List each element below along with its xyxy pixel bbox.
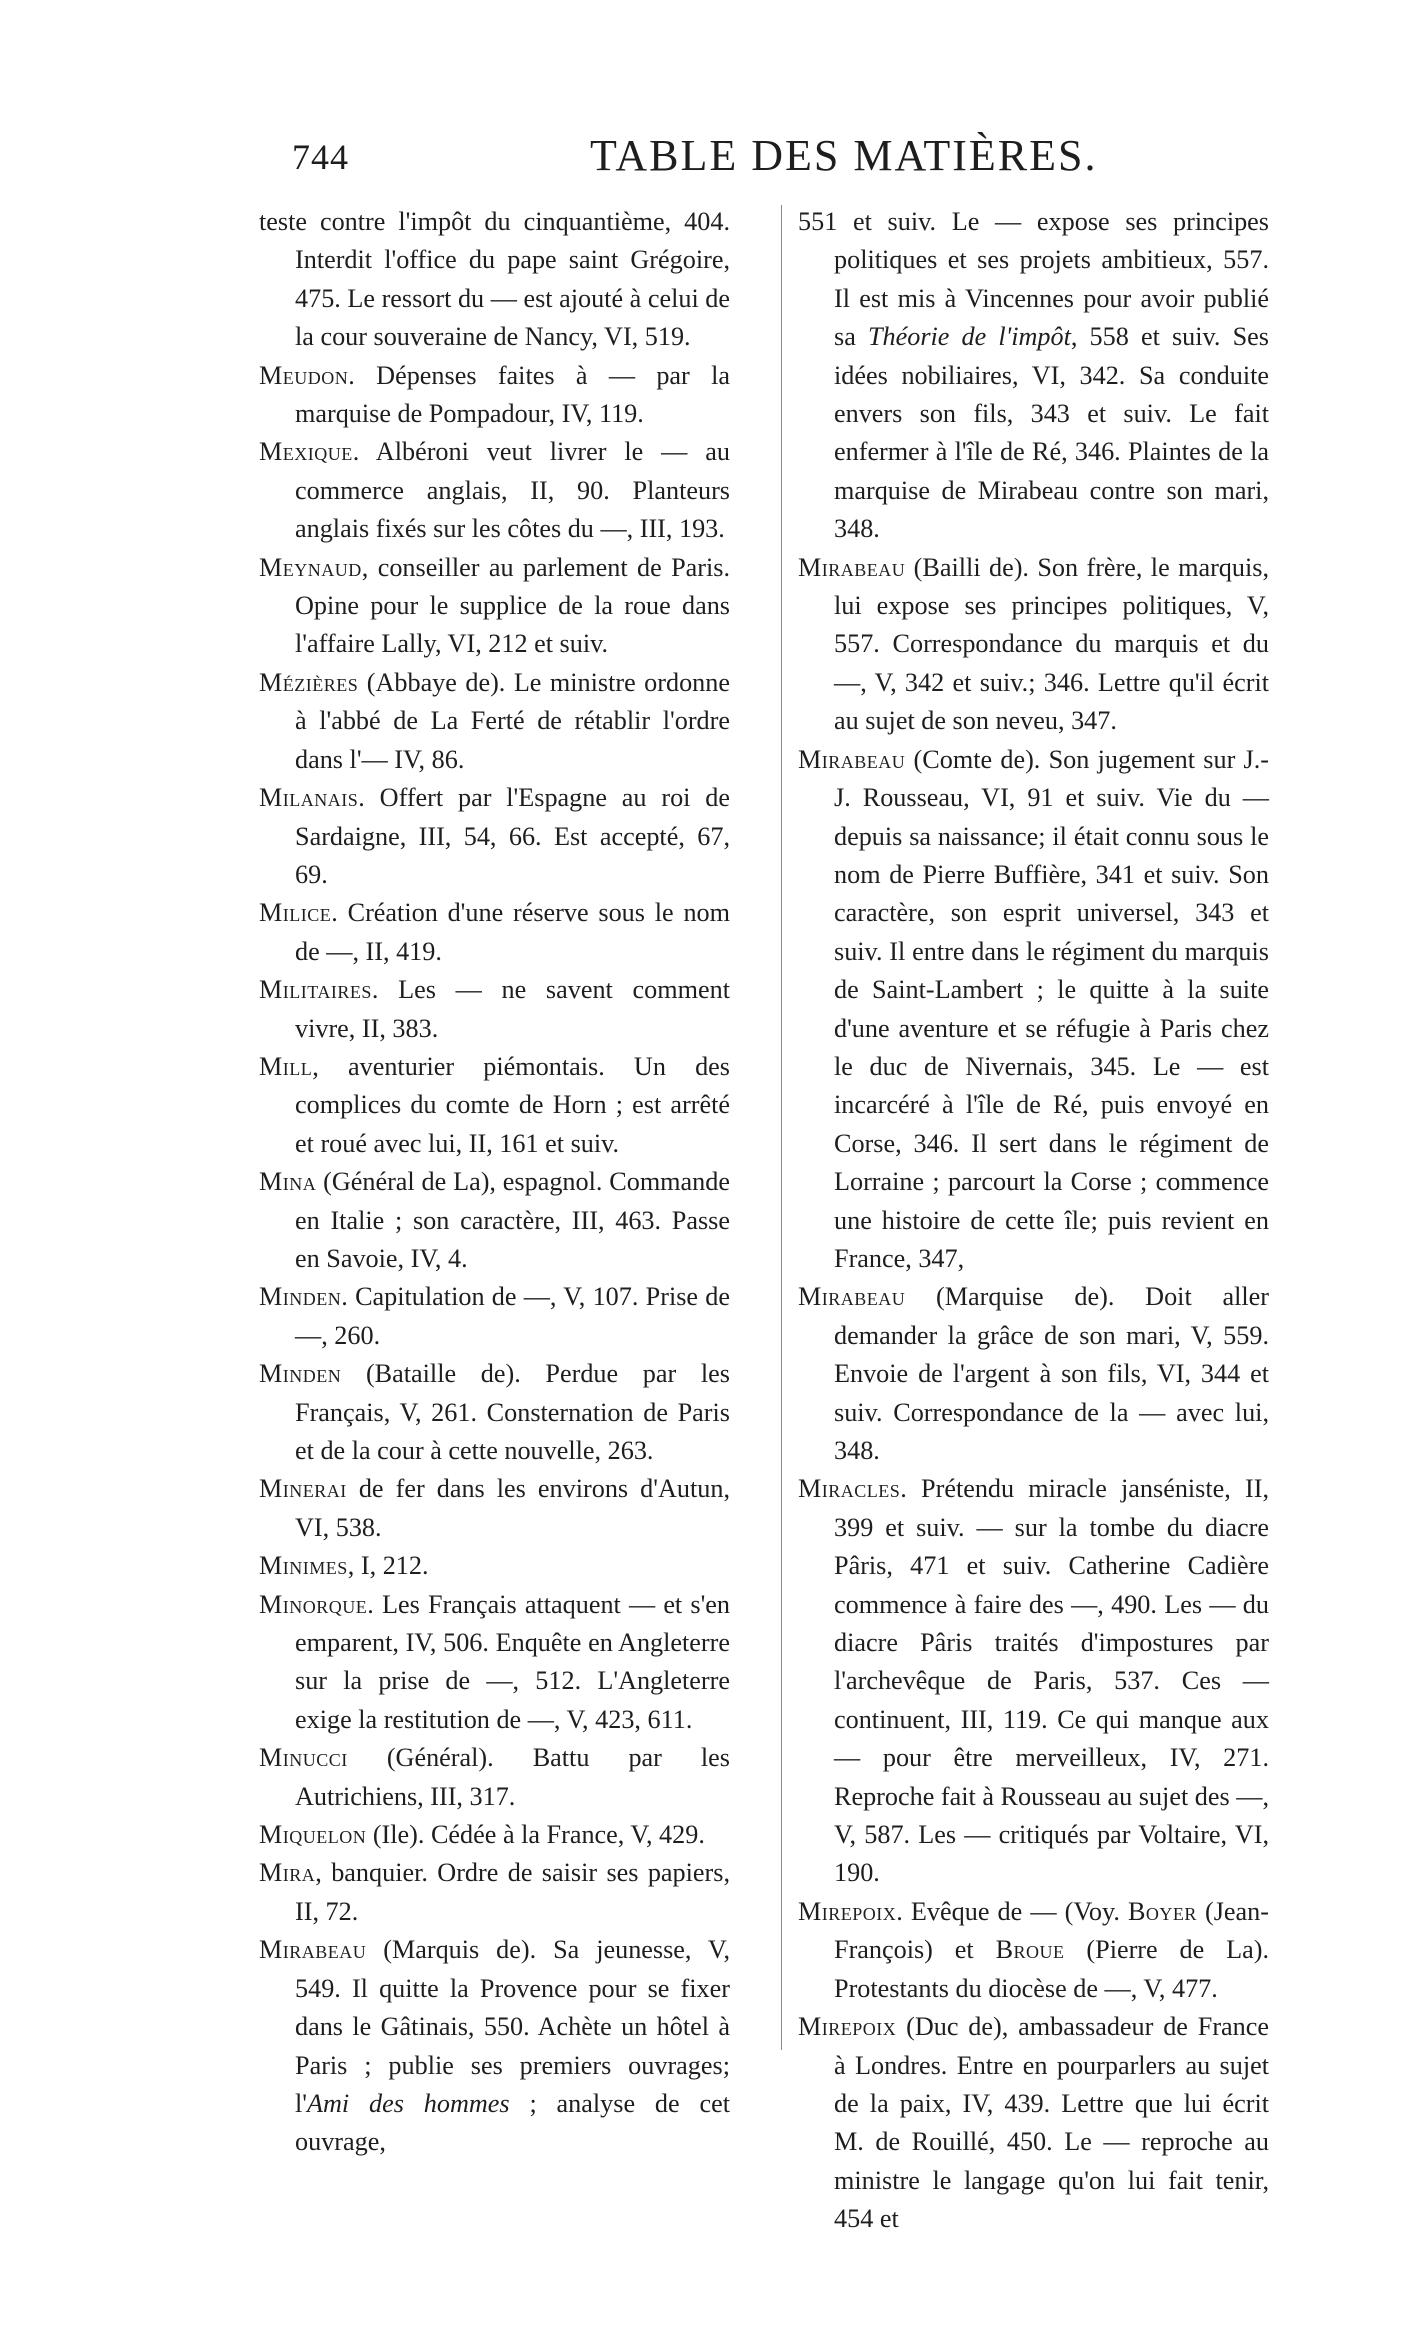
entry-keyword: Mirabeau [259,1935,367,1965]
entry-text: . Evêque de — (Voy. [896,1896,1128,1926]
index-entry [259,1355,730,1470]
index-entry [259,1816,730,1854]
index-entry [259,1278,730,1355]
entry-text: (Bailli de). Son frère, le marquis, lui expose ses principes politiques, V, 557. Correspondance du marquis et du —, V, 342 et suiv.; 346. Lettre qu'il écrit au sujet de son neveu, 347. [834,552,1269,736]
index-entry [259,549,730,664]
entry-text: (Comte de). Son jugement sur J.-J. Rousseau, VI, 91 et suiv. Vie du — depuis sa naissance; il était connu sous le nom de Pierre Buffière, 341 et suiv. Son caractère, son esprit universel, 343 et suiv. Il entre dans le régiment du marquis de Saint-Lambert ; le quitte à la suite d'une aventure et se réfugie à Paris chez le duc de Nivernais, 345. Le — est incarcéré à l'île de Ré, puis envoyé en Corse, 346. Il sert dans le régiment de Lorraine ; parcourt la Corse ; commence une histoire de cette île; puis revient en France, 347, [834,744,1269,1273]
entry-text: (Marquis de). Sa jeunesse, V, 549. Il quitte la Provence pour se fixer dans le Gâtinais, 550. Achète un hôtel à Paris ; publie ses premiers ouvrages; l' [295,1935,730,2118]
entry-text: (Ile). Cédée à la France, V, 429. [366,1820,705,1850]
entry-text: . Prétendu miracle janséniste, II, 399 et suiv. — sur la tombe du diacre Pâris, 471 et suiv. Catherine Cadière commence à faire des —, 490. Les — du diacre Pâris traités d'impostures par l'archevêque de Paris, 537. Ces — continuent, III, 119. Ce qui manque aux — pour être merveilleux, IV, 271. Reproche fait à Rousseau au sujet des —, V, 587. Les — critiqués par Voltaire, VI, 190. [834,1474,1269,1888]
entry-keyword: Mirepoix [798,1896,897,1926]
entry-title-italic: Ami des hommes [307,2088,510,2118]
entry-keyword: Mirepoix [798,2012,897,2042]
page-header [292,130,1098,186]
entry-text: . Capitulation de —, V, 107. Prise de —, 260. [295,1282,730,1350]
entry-keyword: Mézières [259,667,359,697]
entry-text: teste contre l'impôt du cinquantième, 404. Interdit l'office du pape saint Grégoire, 475. Le ressort du — est ajouté à celui de la cour souveraine de Nancy, VI, 519. [259,207,730,352]
entry-text: , banquier. Ordre de saisir ses papiers, II, 72. [295,1858,730,1926]
index-entry [259,894,730,971]
entry-text: (Duc de), ambassadeur de France à Londres. Entre en pourparlers au sujet de la paix, IV, 439. Lettre que lui écrit M. de Rouillé, 450. Le — reproche au ministre le langage qu'on lui fait tenir, 454 et [834,2012,1269,2234]
left-column [259,203,730,2162]
entry-keyword: Minerai [259,1474,347,1504]
entry-keyword: Miracles [798,1474,901,1504]
index-entry [798,549,1269,741]
index-entry [259,1163,730,1278]
entry-text: (Marquise de). Doit aller demander la grâce de son mari, V, 559. Envoie de l'argent à son fils, VI, 344 et suiv. Correspondance de la — avec lui, 348. [834,1282,1269,1465]
index-entry [259,1739,730,1816]
index-entry [259,1470,730,1547]
entry-text: 551 et suiv. Le — expose ses principes politiques et ses projets ambitieux, 557. Il est mis à Vincennes pour avoir publié sa [798,207,1269,352]
entry-keyword: Mina [259,1167,317,1197]
entry-keyword: Mirabeau [798,744,906,774]
entry-text: . Offert par l'Espagne au roi de Sardaigne, III, 54, 66. Est accepté, 67, 69. [295,783,730,889]
entry-text: , I, 212. [347,1551,429,1581]
entry-keyword: Mirabeau [798,552,906,582]
index-entry [259,971,730,1048]
entry-title-italic: Théorie de l'impôt [867,322,1071,352]
index-entry [798,203,1269,549]
entry-text: , 558 et suiv. Ses idées nobiliaires, VI, 342. Sa conduite envers son fils, 343 et suiv. Le fait enfermer à l'île de Ré, 346. Plaintes de la marquise de Mirabeau contre son mari, 348. [834,322,1269,544]
index-entry [798,1470,1269,1892]
entry-keyword: Meudon [259,360,349,390]
index-entry [259,1931,730,2161]
entry-text: (Général). Battu par les Autrichiens, III, 317. [295,1743,730,1811]
entry-keyword: Mirabeau [798,1282,906,1312]
entry-keyword: Minorque [259,1589,368,1619]
index-entry [798,741,1269,1279]
entry-text: , aventurier piémontais. Un des complices du comte de Horn ; est arrêté et roué avec lui, II, 161 et suiv. [295,1051,730,1158]
entry-keyword: Milanais [259,783,359,813]
entry-text: , conseiller au parlement de Paris. Opine pour le supplice de la roue dans l'affaire Lally, VI, 212 et suiv. [295,552,730,659]
entry-text: . Création d'une réserve sous le nom de —, II, 419. [295,898,730,966]
index-entry [259,1048,730,1163]
entry-keyword: Broue [995,1935,1065,1965]
index-entry [259,433,730,548]
index-entry [259,664,730,779]
index-entry [798,1893,1269,2008]
entry-text: . Dépenses faites à — par la marquise de Pompadour, IV, 119. [295,360,730,429]
entry-text: (Jean-François) et [834,1896,1269,1965]
index-entry [259,1547,730,1585]
entry-keyword: Miquelon [259,1820,367,1850]
entry-text: de fer dans les environs d'Autun, VI, 538. [295,1474,730,1542]
entry-keyword: Milice [259,898,332,928]
entry-text: (Général de La), espagnol. Commande en Italie ; son caractère, III, 463. Passe en Savoie, IV, 4. [295,1167,730,1273]
index-entry [259,1854,730,1931]
page-number: 744 [292,137,349,177]
entry-text: . Les Français attaquent — et s'en emparent, IV, 506. Enquête en Angleterre sur la prise de —, 512. L'Angleterre exige la restitution de —, V, 423, 611. [295,1589,730,1734]
index-entry [259,357,730,434]
index-entry [259,1586,730,1740]
entry-keyword: Mill [259,1051,313,1081]
right-column [798,203,1269,2239]
entry-keyword: Boyer [1127,1896,1197,1926]
entry-text: . Les — ne savent comment vivre, II, 383. [295,975,730,1043]
index-entry [259,203,730,357]
entry-keyword: Mexique [259,437,353,467]
entry-text: ; analyse de cet ouvrage, [295,2088,731,2157]
entry-text: (Bataille de). Perdue par les Français, V, 261. Consternation de Paris et de la cour à cette nouvelle, 263. [295,1359,730,1465]
entry-keyword: Minucci [259,1743,348,1773]
column-divider [781,205,782,2050]
entry-keyword: Minimes [259,1551,348,1581]
entry-keyword: Mira [259,1858,316,1888]
entry-keyword: Militaires [259,975,372,1005]
entry-keyword: Minden [259,1359,342,1389]
entry-keyword: Minden [259,1282,342,1312]
index-entry [798,2008,1269,2238]
index-entry [259,779,730,894]
index-entry [798,1278,1269,1470]
entry-text: (Abbaye de). Le ministre ordonne à l'abbé de La Ferté de rétablir l'ordre dans l'— IV, 86. [295,667,730,774]
page-title: TABLE DES MATIÈRES. [590,131,1098,180]
entry-text: (Pierre de La). Protestants du diocèse de —, V, 477. [834,1935,1269,2003]
entry-keyword: Meynaud [259,552,362,582]
entry-text: . Albéroni veut livrer le — au commerce anglais, II, 90. Planteurs anglais fixés sur les côtes du —, III, 193. [295,437,730,544]
